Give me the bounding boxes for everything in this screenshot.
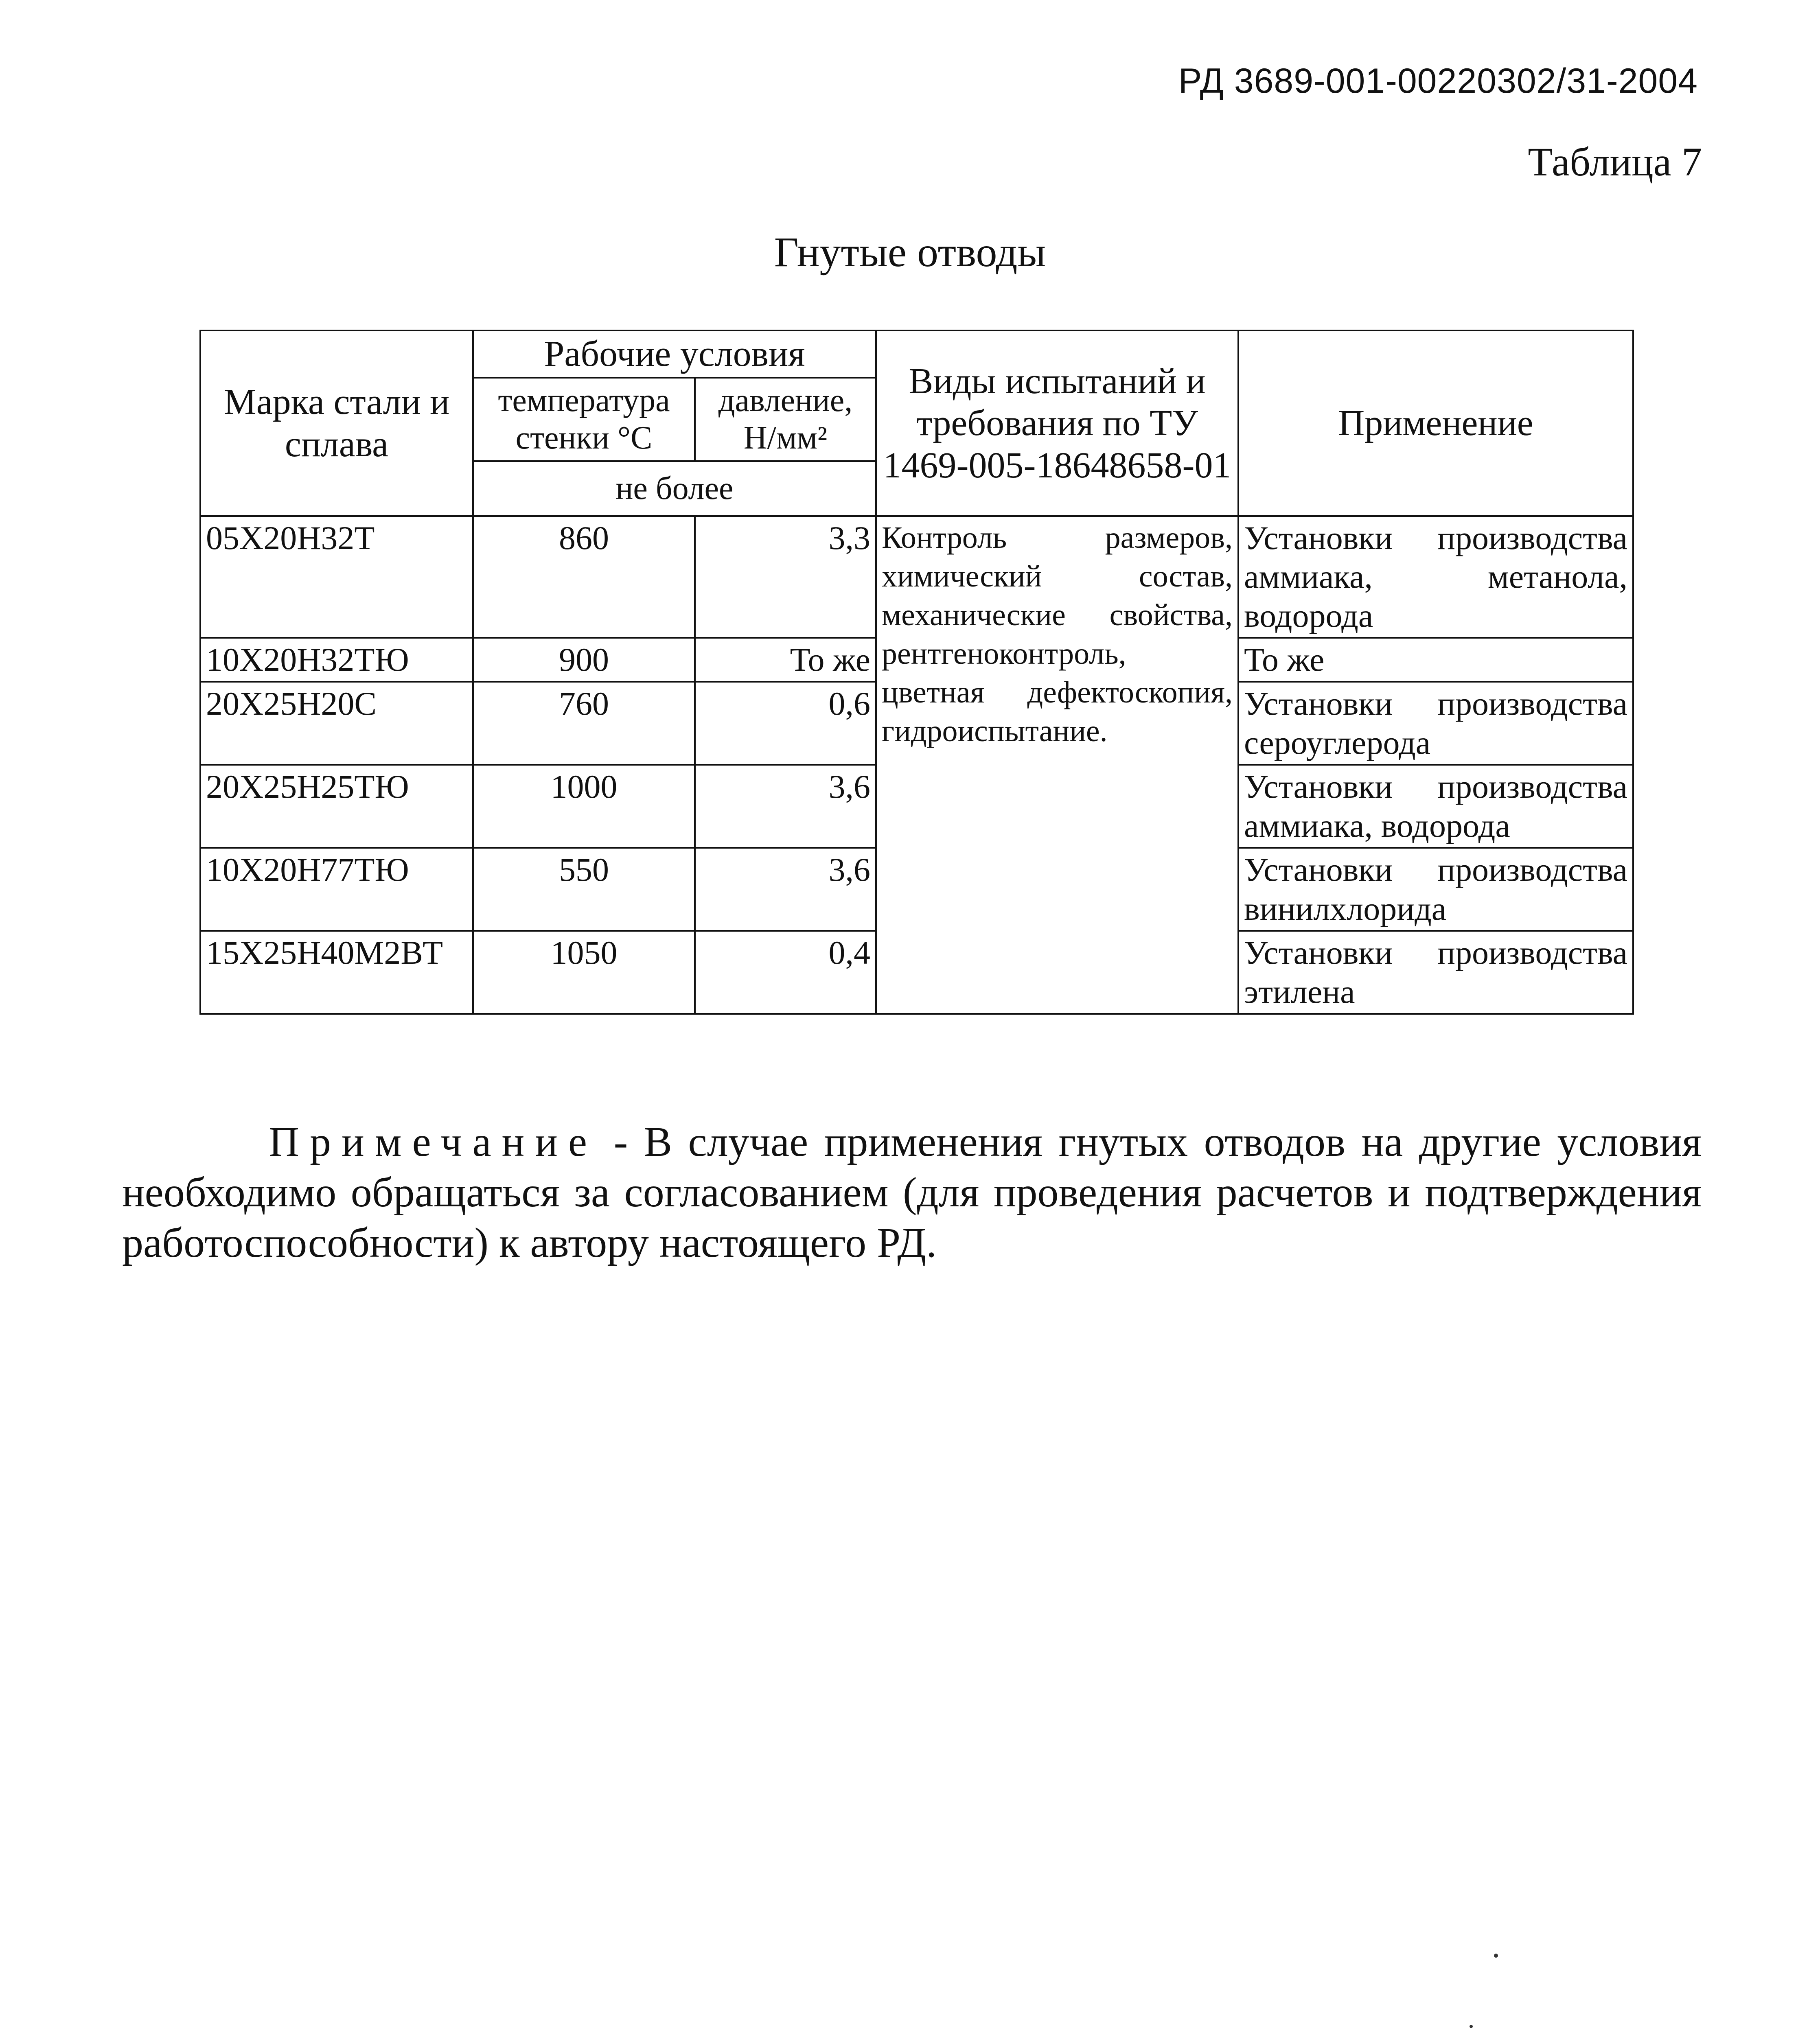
cell-pressure: 3,6	[695, 848, 876, 931]
cell-grade: 20Х25Н25ТЮ	[200, 765, 473, 848]
cell-grade: 10Х20Н32ТЮ	[200, 638, 473, 682]
cell-application: Установки производства винилхлорида	[1238, 848, 1633, 931]
cell-pressure: 3,6	[695, 765, 876, 848]
cell-application: То же	[1238, 638, 1633, 682]
cell-temperature: 760	[473, 682, 695, 765]
header-pressure: давление, Н/мм²	[695, 378, 876, 461]
note-dash: -	[598, 1118, 644, 1165]
table-row	[200, 516, 1633, 638]
cell-application: Установки производства этилена	[1238, 931, 1633, 1014]
note-paragraph	[122, 1117, 1702, 1268]
header-application: Применение	[1238, 330, 1633, 516]
cell-pressure: 3,3	[695, 516, 876, 638]
cell-temperature: 1050	[473, 931, 695, 1014]
header-temperature: температура стенки °С	[473, 378, 695, 461]
cell-grade: 15Х25Н40М2ВТ	[200, 931, 473, 1014]
cell-grade: 05Х20Н32Т	[200, 516, 473, 638]
cell-pressure: 0,4	[695, 931, 876, 1014]
header-not-more: не более	[473, 461, 876, 516]
header-tests: Виды испытаний и требования по ТУ 1469-005-18648658-01	[876, 330, 1238, 516]
table-number: Таблица 7	[1528, 139, 1702, 184]
note-label: Примечание	[269, 1118, 598, 1165]
cell-pressure: 0,6	[695, 682, 876, 765]
cell-application: Установки производства аммиака, метанола, водорода	[1238, 516, 1633, 638]
cell-temperature: 550	[473, 848, 695, 931]
cell-temperature: 900	[473, 638, 695, 682]
bends-table	[199, 330, 1634, 1015]
cell-grade: 20Х25Н20С	[200, 682, 473, 765]
cell-application: Установки производства сероуглерода	[1238, 682, 1633, 765]
cell-temperature: 1000	[473, 765, 695, 848]
table-title: Гнутые отводы	[774, 229, 1046, 276]
header-work-conditions: Рабочие условия	[473, 330, 876, 378]
cell-grade: 10Х20Н77ТЮ	[200, 848, 473, 931]
cell-temperature: 860	[473, 516, 695, 638]
header-grade: Марка стали и сплава	[200, 330, 473, 516]
document-code: РД 3689-001-00220302/31-2004	[1178, 61, 1698, 101]
cell-tests: Контроль размеров, химический состав, механические свойства, рентгеноконтроль, цветная дефектоскопия, гидроиспытание.	[876, 516, 1238, 1014]
cell-pressure: То же	[695, 638, 876, 682]
cell-application: Установки производства аммиака, водорода	[1238, 765, 1633, 848]
note-text: В случае применения гнутых отводов на другие условия необходимо обращаться за согласованием (для проведения расчетов и подтверждения работоспособности) к автору настоящего РД.	[122, 1118, 1702, 1266]
scan-speck	[1470, 2025, 1473, 2028]
scan-speck	[1494, 1954, 1498, 1958]
